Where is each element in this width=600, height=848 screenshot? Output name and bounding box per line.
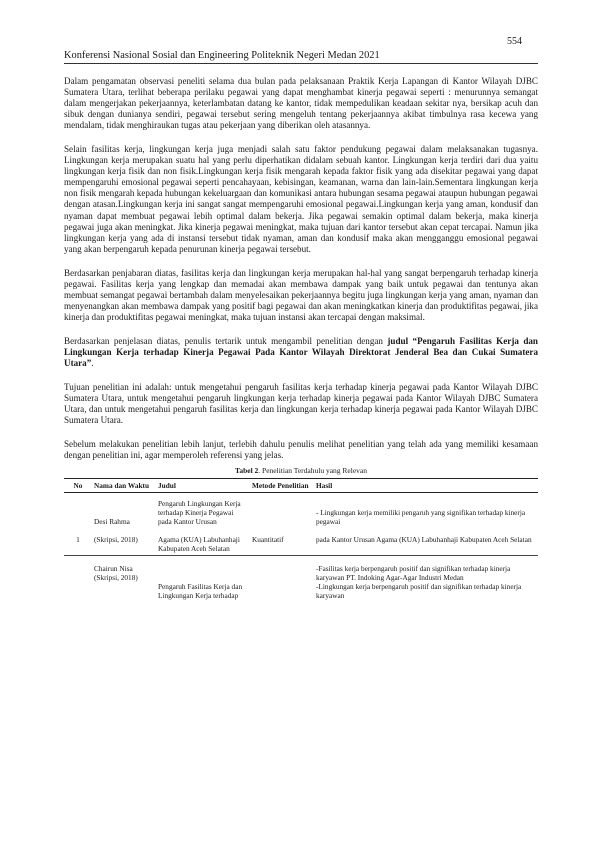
header-hasil: Hasil bbox=[314, 479, 538, 493]
cell-judul bbox=[156, 493, 250, 556]
cell-metode bbox=[250, 556, 314, 603]
table-row bbox=[64, 493, 538, 556]
cell-judul-line: Pengaruh Fasilitas Kerja dan Lingkungan Kerja terhadap bbox=[158, 582, 243, 601]
prior-research-table bbox=[64, 478, 538, 602]
cell-no bbox=[64, 556, 92, 603]
research-title: judul “Pengaruh Fasilitas Kerja dan Lingkungan Kerja terhadap Kinerja Pegawai Pada Kantor Wilayah Direktorat Jenderal Bea dan Cukai Sumatera Utara” bbox=[64, 335, 538, 369]
cell-judul bbox=[156, 556, 250, 603]
cell-nama-line: (Skripsi, 2018) bbox=[94, 535, 138, 545]
cell-metode-value: Kuantitatif bbox=[252, 535, 284, 545]
cell-judul-line: Pengaruh Lingkungan Kerja terhadap Kinerja Pegawai pada Kantor Urusan bbox=[158, 499, 241, 527]
table-caption-label: Tabel 2 bbox=[235, 466, 259, 476]
table-caption bbox=[64, 465, 538, 476]
cell-hasil-line: - Lingkungan kerja memiliki pengaruh yang signifikan terhadap kinerja pegawai bbox=[316, 508, 526, 527]
header-nama: Nama dan Waktu bbox=[92, 479, 156, 493]
cell-hasil-line: -Fasilitas kerja berpengaruh positif dan signifikan terhadap kinerja karyawan PT. Indoking Agar-Agar Industri Medan bbox=[316, 564, 511, 583]
table-header-row bbox=[64, 479, 538, 493]
main-body bbox=[64, 76, 538, 602]
cell-nama-line: Desi Rahma bbox=[94, 517, 130, 527]
title-intro: Berdasarkan penjelasan diatas, penulis tertarik untuk mengambil penelitian dengan bbox=[64, 335, 388, 346]
title-end: . bbox=[91, 358, 94, 369]
cell-hasil bbox=[314, 493, 538, 556]
header-no: No bbox=[64, 479, 92, 493]
page-number: 554 bbox=[507, 36, 522, 47]
cell-nama bbox=[92, 493, 156, 556]
table-row bbox=[64, 556, 538, 603]
cell-hasil-line: pada Kantor Urusan Agama (KUA) Labuhanhaji Kabupaten Aceh Selatan bbox=[316, 535, 532, 545]
table-caption-text: . Penelitian Terdahulu yang Relevan bbox=[258, 466, 367, 476]
header-metode: Metode Penelitian bbox=[250, 479, 314, 493]
cell-nama-line: Chairun Nisa bbox=[94, 564, 133, 574]
cell-judul-line: Agama (KUA) Labuhanhaji Kabupaten Aceh Selatan bbox=[158, 535, 240, 554]
cell-hasil bbox=[314, 556, 538, 603]
paragraph-prior-research: Sebelum melakukan penelitian lebih lanjut, terlebih dahulu penulis melihat penelitian yang telah ada yang memiliki kesamaan dengan penelitian ini, agar memperoleh referensi yang jelas. bbox=[64, 439, 538, 461]
cell-no bbox=[64, 493, 92, 556]
cell-hasil-line: -Lingkungan kerja berpengaruh positif dan signifikan terhadap kinerja karyawan bbox=[316, 582, 522, 601]
paragraph-work-environment: Selain fasilitas kerja, lingkungan kerja juga menjadi salah satu faktor pendukung pegawai dalam melaksanakan tugasnya. Lingkungan kerja merupakan suatu hal yang perlu diperhatikan didalam sebuah kantor. Lingkungan kerja terdiri dari dua yaitu lingkungan kerja fisik dan non fisik.Lingkungan kerja fisik mengarah kepada faktor fisik yang ada disekitar pegawai yang dapat mempengaruhi emosional pegawai seperti pencahayaan, kebisingan, keamanan, warna dan lain-lain.Sementara lingkungan kerja non fisik mengarah kepada hubungan kekeluargaan dan komunikasi antara hubungan sesama pegawai ataupun hubungan pegawai dengan atasan.Lingkungan kerja ini sangat sangat mempengaruhi emosional pegawai.Lingkungan kerja yang aman, kondusif dan nyaman dapat membuat pegawai lebih optimal dalam bekerja. Jika pegawai semakin optimal dalam bekerja, maka kinerja pegawai juga akan meningkat. Jika kinerja pegawai meningkat, maka tujuan dari kantor tersebut akan cepat tercapai. Namun jika lingkungan kerja yang ada di instansi tersebut tidak nyaman, aman dan kondusif maka akan mengganggu emosional pegawai yang akan berpengaruh kepada penurunan kinerja pegawai tersebut. bbox=[64, 144, 538, 254]
cell-nama bbox=[92, 556, 156, 603]
cell-no-value: 1 bbox=[76, 535, 80, 545]
paragraph-observation: Dalam pengamatan observasi peneliti selama dua bulan pada pelaksanaan Praktik Kerja Lapangan di Kantor Wilayah DJBC Sumatera Utara, terlihat beberapa perilaku pegawai yang dapat menghambat kinerja pegawai seperti : menurunnya semangat dalam mengerjakan pekerjaannya, keterlambatan datang ke kantor, tidak mempedulikan keadaan sekitar nya, bersikap acuh dan sibuk dengan dunianya sendiri, pegawai tersebut sering mengeluh tentang pekerjaannya akibat timbulnya rasa kecewa yang mendalam, tidak menghiraukan tugas atau pekerjaan yang diberikan oleh atasannya. bbox=[64, 76, 538, 131]
paragraph-research-title bbox=[64, 336, 538, 369]
cell-nama-line: (Skripsi, 2018) bbox=[94, 573, 138, 583]
cell-metode bbox=[250, 493, 314, 556]
header-judul: Judul bbox=[156, 479, 250, 493]
paragraph-purpose: Tujuan penelitian ini adalah: untuk mengetahui pengaruh fasilitas kerja terhadap kinerja pegawai pada Kantor Wilayah DJBC Sumatera Utara, untuk mengetahui pengaruh lingkungan kerja terhadap kinerja pegawai pada Kantor Wilayah DJBC Sumatera Utara, dan untuk mengetahui pengaruh fasilitas kerja dan lingkungan kerja terhadap kinerja pegawai pada Kantor Wilayah DJBC Sumatera Utara. bbox=[64, 382, 538, 426]
paragraph-summary: Berdasarkan penjabaran diatas, fasilitas kerja dan lingkungan kerja merupakan hal-hal yang sangat berpengaruh terhadap kinerja pegawai. Fasilitas kerja yang lengkap dan memadai akan membawa dampak yang baik untuk pegawai dan tentunya akan membuat semangat pegawai bertambah dalam menyelesaikan pekerjaannya begitu juga lingkungan kerja yang aman, nyaman dan menyenangkan akan membawa dampak yang positif bagi pegawai dan akan meningkatkan kinerja dan produktifitas pegawai, jika kinerja dan produktifitas pegawai meningkat, maka tujuan instansi akan tercapai dengan maksimal. bbox=[64, 267, 538, 322]
running-header: Konferensi Nasional Sosial dan Engineering Politeknik Negeri Medan 2021 bbox=[64, 50, 538, 64]
